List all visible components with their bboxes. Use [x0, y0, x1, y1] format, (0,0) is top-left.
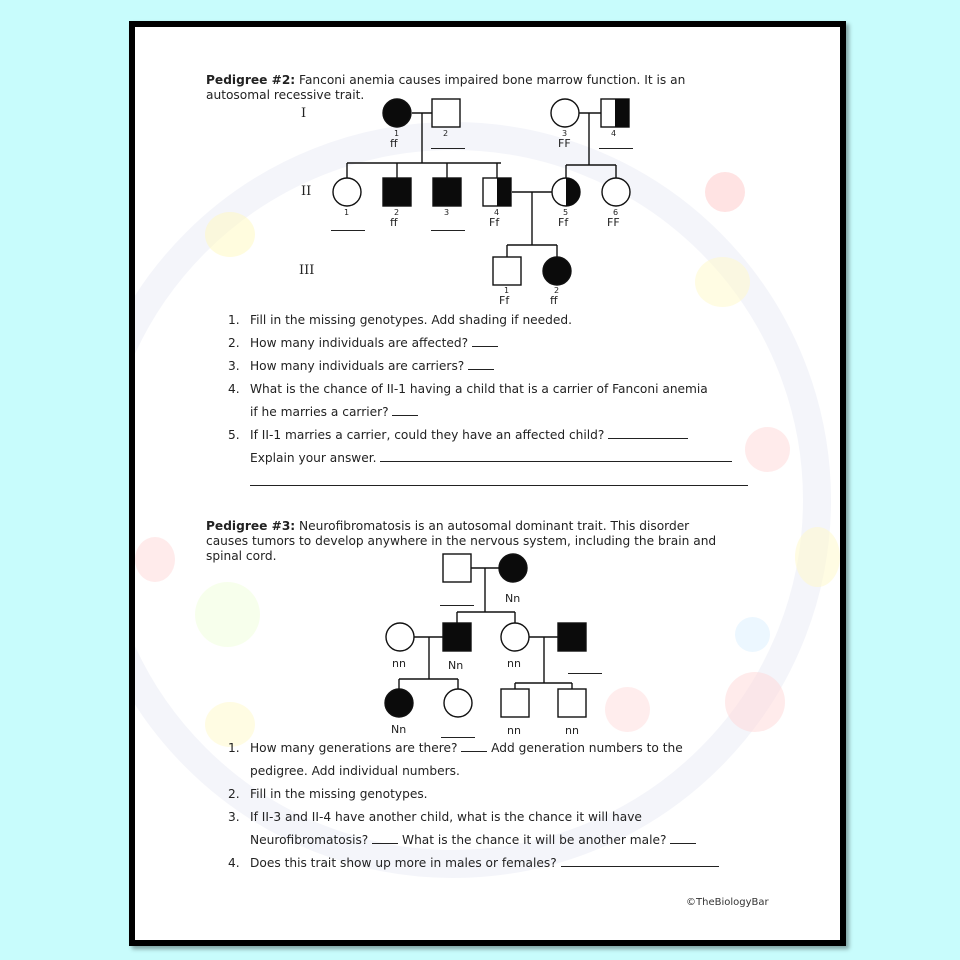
- p2-II-2-genotype: ff: [390, 216, 398, 229]
- p3-III-4-male: [558, 689, 586, 717]
- p3-I-1-male: [443, 554, 471, 582]
- p3-question-1: 1. How many generations are there? Add generation numbers to the: [228, 741, 683, 755]
- p2-II-6-num: 6: [613, 208, 619, 217]
- p2-II-4-num: 4: [494, 208, 500, 217]
- p2-question-1: 1. Fill in the missing genotypes. Add shading if needed.: [228, 313, 573, 327]
- p3-q1-answer-blank[interactable]: [461, 741, 487, 752]
- p3-question-3-cont: Neurofibromatosis? What is the chance it will be another male?: [250, 833, 696, 847]
- p2-II-5-num: 5: [563, 208, 569, 217]
- p2-III-1-genotype: Ff: [499, 294, 510, 307]
- p2-I-3-num: 3: [562, 129, 568, 138]
- p3-question-4: 4. Does this trait show up more in males or females?: [228, 856, 719, 870]
- p2-question-4-cont: if he marries a carrier?: [250, 405, 418, 419]
- p2-II-5-genotype: Ff: [558, 216, 569, 229]
- p3-III-3-genotype: nn: [507, 724, 521, 737]
- p2-II-2-num: 2: [394, 208, 400, 217]
- p3-II-2-male-affected: [443, 623, 471, 651]
- p3-III-3-male: [501, 689, 529, 717]
- pedigree3-chart: [135, 27, 840, 747]
- pedigree3-label: Pedigree #3:: [206, 519, 296, 533]
- pedigree2-desc-line1: Fanconi anemia causes impaired bone marrow function. It is an: [295, 73, 686, 87]
- pedigree2-label: Pedigree #2:: [206, 73, 296, 87]
- pedigree2-gen-I: I: [301, 106, 307, 121]
- p3-II-3-female: [501, 623, 529, 651]
- pedigree2-gen-III: III: [299, 263, 315, 278]
- pedigree3-desc-line3: spinal cord.: [206, 549, 277, 563]
- pedigree2-gen-II: II: [301, 184, 312, 199]
- p3-I-2-genotype: Nn: [505, 592, 521, 605]
- p3-question-3: 3. If II-3 and II-4 have another child, what is the chance it will have: [228, 810, 642, 824]
- pedigree3-desc-line1: Neurofibromatosis is an autosomal dominant trait. This disorder: [295, 519, 690, 533]
- p2-III-2-genotype: ff: [550, 294, 558, 307]
- p3-III-2-genotype-blank[interactable]: [441, 737, 475, 738]
- pedigree2-desc-line2: autosomal recessive trait.: [206, 88, 365, 102]
- p3-q3-answer-blank-2[interactable]: [670, 833, 696, 844]
- p3-II-1-genotype: nn: [392, 657, 406, 670]
- p3-II-4-male-affected: [558, 623, 586, 651]
- p2-II-1-num: 1: [344, 208, 350, 217]
- p2-II-6-genotype: FF: [607, 216, 620, 229]
- p2-question-5: 5. If II-1 marries a carrier, could they have an affected child?: [228, 428, 688, 442]
- p2-question-5-explain: Explain your answer.: [250, 451, 732, 465]
- p2-question-2: 2. How many individuals are affected?: [228, 336, 498, 350]
- p3-III-1-female-affected: [385, 689, 413, 717]
- p3-III-1-genotype: Nn: [391, 723, 407, 736]
- p3-I-2-female-affected: [499, 554, 527, 582]
- p2-II-4-genotype: Ff: [489, 216, 500, 229]
- p2-question-4: 4. What is the chance of II-1 having a child that is a carrier of Fanconi anemia: [228, 382, 708, 396]
- p3-question-2: 2. Fill in the missing genotypes.: [228, 787, 428, 801]
- p3-q3-answer-blank-1[interactable]: [372, 833, 398, 844]
- p2-I-2-num: 2: [443, 129, 449, 138]
- p3-II-4-genotype-blank[interactable]: [568, 673, 602, 674]
- p3-III-2-female: [444, 689, 472, 717]
- copyright-footer: ©TheBiologyBar: [686, 897, 769, 908]
- p2-III-1-num: 1: [504, 286, 510, 295]
- p2-III-2-num: 2: [554, 286, 560, 295]
- p2-I-4-num: 4: [611, 129, 617, 138]
- p3-question-1-cont: pedigree. Add individual numbers.: [250, 764, 460, 778]
- p2-I-1-genotype: ff: [390, 137, 398, 150]
- worksheet-page: [129, 21, 846, 946]
- p3-q4-answer-blank[interactable]: [561, 856, 719, 867]
- p2-I-3-genotype: FF: [558, 137, 571, 150]
- p2-II-3-num: 3: [444, 208, 450, 217]
- p3-III-4-genotype: nn: [565, 724, 579, 737]
- p2-I-1-num: 1: [394, 129, 400, 138]
- p3-II-2-genotype: Nn: [448, 659, 464, 672]
- p3-II-3-genotype: nn: [507, 657, 521, 670]
- pedigree3-desc-line2: causes tumors to develop anywhere in the nervous system, including the brain and: [206, 534, 717, 548]
- p3-I-1-genotype-blank[interactable]: [440, 605, 474, 606]
- p3-II-1-female: [386, 623, 414, 651]
- p2-question-3: 3. How many individuals are carriers?: [228, 359, 494, 373]
